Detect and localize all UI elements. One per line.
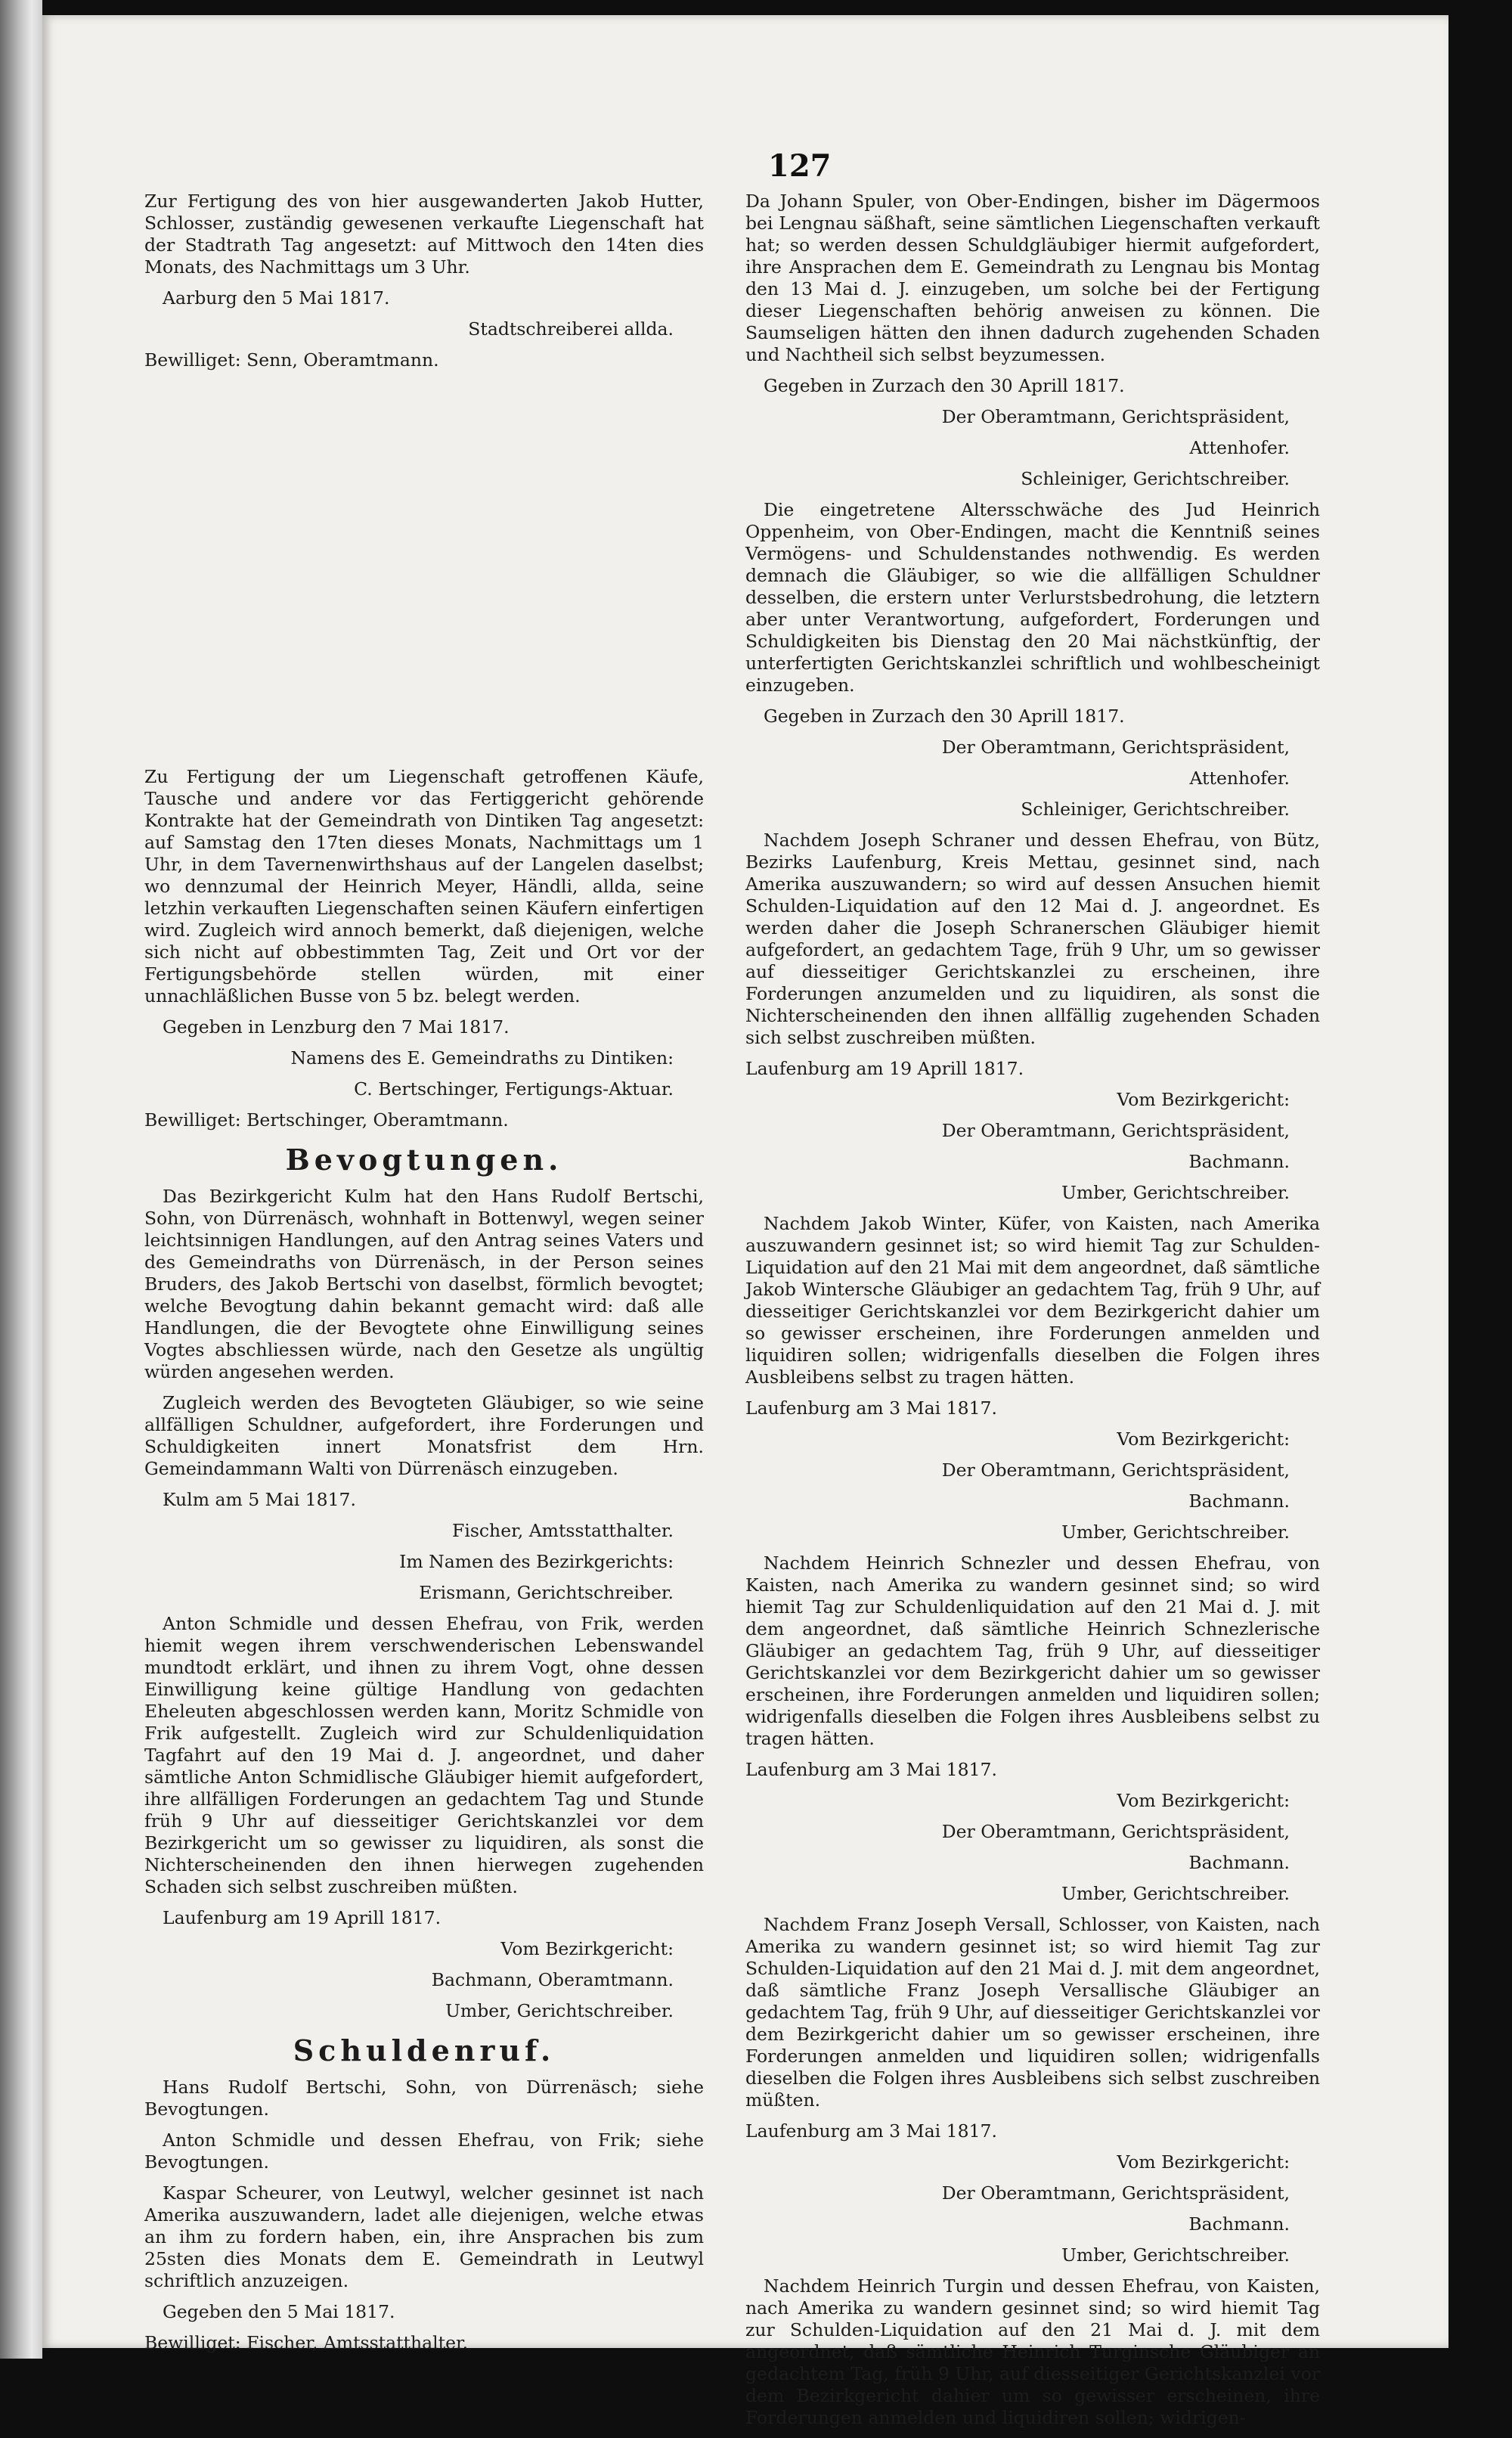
notice-signature: Attenhofer.: [1189, 437, 1290, 458]
notice-signature: Der Oberamtmann, Gerichtspräsident,: [941, 1821, 1290, 1842]
left-column: [144, 191, 704, 2363]
notice-date: Gegeben den 5 Mai 1817.: [163, 2301, 395, 2322]
notice-signature: Fischer, Amtsstatthalter.: [452, 1520, 674, 1541]
notice-signature: Umber, Gerichtschreiber.: [1061, 1521, 1290, 1543]
notice-text: Nachdem Jakob Winter, Küfer, von Kaisten, nach Amerika auszuwandern gesinnet ist; so wird hiemit Tag zur Schulden-Liquidation auf den 21 Mai mit dem angeordnet, daß sämtliche Jakob Wintersche Gläubiger an gedachtem Tag, früh 9 Uhr, auf diesseitiger Gerichtskanzlei vor dem Bezirkgericht dahier um so gewisser erscheinen, ihre Forderungen anmelden und liquidiren sollen; widrigenfalls dieselben die Folgen ihres Ausbleibens selbst zu tragen hätten.: [745, 1213, 1320, 1388]
notice-signature: Schleiniger, Gerichtschreiber.: [1021, 799, 1290, 820]
notice-date: Laufenburg am 19 Aprill 1817.: [745, 1058, 1024, 1079]
notice-text: Zu Fertigung der um Liegenschaft getroffenen Käufe, Tausche und andere vor das Fertiggericht gehörende Kontrakte hat der Gemeindrath von Dintiken Tag angesetzt: auf Samstag den 17ten dieses Monats, Nachmittags um 1 Uhr, in dem Tavernenwirthshaus auf der Langelen daselbst; wo dennzumal der Heinrich Meyer, Händli, allda, seine letzhin verkauften Liegenschaften seinen Käufern einfertigen wird. Zugleich wird annoch bemerkt, daß diejenigen, welche sich nicht auf obbestimmten Tag, Zeit und Ort vor der Fertigungsbehörde stellen würden, mit einer unnachläßlichen Busse von 5 bz. belegt werden.: [144, 766, 704, 1007]
notice-date: Kulm am 5 Mai 1817.: [163, 1489, 356, 1510]
notice-signature: Stadtschreiberei allda.: [468, 318, 674, 340]
notice-signature: Attenhofer.: [1189, 768, 1290, 789]
section-heading-schuldenruf: Schuldenruf.: [293, 2033, 556, 2067]
notice-oppenheim: [745, 499, 1320, 820]
notice-signature: Umber, Gerichtschreiber.: [1061, 1182, 1290, 1203]
notice-text: Kaspar Scheurer, von Leutwyl, welcher gesinnet ist nach Amerika auszuwandern, ladet alle diejenigen, welche etwas an ihm zu fordern haben, ein, ihre Ansprachen bis zum 25sten dies Monats dem E. Gemeindrath in Leutwyl schriftlich anzuzeigen.: [144, 2182, 704, 2291]
notice-date: Gegeben in Zurzach den 30 Aprill 1817.: [764, 706, 1125, 727]
notice-signature: Der Oberamtmann, Gerichtspräsident,: [941, 2182, 1290, 2204]
section-heading-bevogtungen: Bevogtungen.: [285, 1143, 563, 1177]
notice-signature: Bachmann.: [1188, 1151, 1290, 1172]
notice-signature: Namens des E. Gemeindraths zu Dintiken:: [290, 1047, 674, 1069]
notice-date: Gegeben in Zurzach den 30 Aprill 1817.: [764, 375, 1125, 396]
notice-date: Laufenburg am 3 Mai 1817.: [745, 1759, 997, 1780]
notice-signature: Vom Bezirkgericht:: [1117, 1089, 1290, 1110]
notice-signature: Bachmann, Oberamtmann.: [431, 1969, 674, 1990]
notice-approval: Bewilliget: Fischer, Amtsstatthalter.: [144, 2332, 469, 2353]
notice-signature: Vom Bezirkgericht:: [1117, 1790, 1290, 1811]
notice-text: Zugleich werden des Bevogteten Gläubiger, so wie seine allfälligen Schuldner, aufgefordert, ihre Forderungen und Schuldigkeiten innert Monatsfrist dem Hrn. Gemeindammann Walti von Dürrenäsch einzugeben.: [144, 1392, 704, 1479]
page-number: 127: [768, 148, 832, 184]
notice-date: Laufenburg am 3 Mai 1817.: [745, 2120, 997, 2142]
notice-text: Zur Fertigung des von hier ausgewanderten Jakob Hutter, Schlosser, zuständig gewesenen verkaufte Liegenschaft hat der Stadtrath Tag angesetzt: auf Mittwoch den 14ten dies Monats, des Nachmittags um 3 Uhr.: [144, 191, 704, 278]
notice-schmidle-reference: Anton Schmidle und dessen Ehefrau, von Frik; siehe Bevogtungen.: [144, 2129, 704, 2173]
notice-date: Laufenburg am 19 Aprill 1817.: [163, 1907, 442, 1928]
notice-signature: Der Oberamtmann, Gerichtspräsident,: [941, 1459, 1290, 1481]
notice-signature: Der Oberamtmann, Gerichtspräsident,: [941, 1120, 1290, 1141]
notice-bertschi-reference: Hans Rudolf Bertschi, Sohn, von Dürrenäsch; siehe Bevogtungen.: [144, 2077, 704, 2120]
notice-date: Gegeben in Lenzburg den 7 Mai 1817.: [163, 1016, 510, 1038]
notice-signature: Bachmann.: [1188, 2213, 1290, 2235]
notice-versall: [745, 1914, 1320, 2266]
notice-signature: Der Oberamtmann, Gerichtspräsident,: [941, 406, 1290, 427]
notice-date: Laufenburg am 3 Mai 1817.: [745, 1397, 997, 1419]
notice-approval: Bewilliget: Bertschinger, Oberamtmann.: [144, 1109, 509, 1131]
notice-text: Nachdem Franz Joseph Versall, Schlosser, von Kaisten, nach Amerika zu wandern gesinnet ist; so wird hiemit Tag zur Schulden-Liquidation auf den 21 Mai d. J. mit dem angeordnet, daß sämtliche Franz Joseph Versallische Gläubiger an gedachtem Tag, früh 9 Uhr, auf diesseitiger Gerichtskanzlei vor dem Bezirkgericht dahier um so gewisser erscheinen, ihre Forderungen anmelden und liquidiren sollen; widrigenfalls dieselben die Folgen ihres Ausbleibens sich selbst zuschreiben müßten.: [745, 1914, 1320, 2111]
notice-signature: Umber, Gerichtschreiber.: [1061, 2244, 1290, 2266]
notice-text: Da Johann Spuler, von Ober-Endingen, bisher im Dägermoos bei Lengnau säßhaft, seine sämtlichen Liegenschaften verkauft hat; so werden dessen Schuldgläubiger hiermit aufgefordert, ihre Ansprachen dem E. Gemeindrath zu Lengnau bis Montag den 13 Mai d. J. einzugeben, um solche bei der Fertigung dieser Liegenschaften behörig anweisen zu können. Die Saumseligen hätten den ihnen dadurch zugehenden Schaden und Nachtheil sich selbst beyzumessen.: [745, 191, 1320, 365]
notice-text: Das Bezirkgericht Kulm hat den Hans Rudolf Bertschi, Sohn, von Dürrenäsch, wohnhaft in Bottenwyl, wegen seiner leichtsinnigen Handlungen, auf den Antrag seines Vaters und des Gemeindraths von Dürrenäsch, in der Person seines Bruders, des Jakob Bertschi von daselbst, förmlich bevogtet; welche Bevogtung dahin bekannt gemacht wird: daß alle Handlungen, die der Bevogtete ohne Einwilligung seines Vogtes abschliessen würde, nach den Gesetze als ungültig würden angesehen werden.: [144, 1186, 704, 1382]
notice-schmidle: [144, 1613, 704, 2022]
notice-signature: Umber, Gerichtschreiber.: [445, 2000, 674, 2021]
notice-dintiken: [144, 766, 704, 1131]
notice-signature: Vom Bezirkgericht:: [1117, 2151, 1290, 2173]
notice-text: Die eingetretene Altersschwäche des Jud Heinrich Oppenheim, von Ober-Endingen, macht die Kenntniß seines Vermögens- und Schuldenstandes nothwendig. Es werden demnach die Gläubiger, so wie die allfälligen Schuldner desselben, die erstern unter Verlurstsbedrohung, die letztern aber unter Verantwortung, aufgefordert, Forderungen und Schuldigkeiten bis Dienstag den 20 Mai nächstkünftig, der unterfertigten Gerichtskanzlei schriftlich und wohlbescheinigt einzugeben.: [745, 499, 1320, 696]
notice-text: Nachdem Heinrich Turgin und dessen Ehefrau, von Kaisten, nach Amerika zu wandern gesinnet sind; so wird hiemit Tag zur Schulden-Liquidation auf den 21 Mai d. J. mit dem angeordnet, daß sämtliche Heinrich Turginsche Gläubiger an gedachtem Tag, früh 9 Uhr, auf diesseitiger Gerichtskanzlei vor dem Bezirkgericht dahier um so gewisser erscheinen, ihre Forderungen anmelden und liquidiren sollen; widrigen-: [745, 2275, 1320, 2428]
notice-hutter: [144, 191, 704, 371]
notice-signature: Umber, Gerichtschreiber.: [1061, 1883, 1290, 1904]
notice-signature: Vom Bezirkgericht:: [1117, 1428, 1290, 1450]
notice-signature: C. Bertschinger, Fertigungs-Aktuar.: [354, 1078, 674, 1100]
notice-bertschi: [144, 1186, 704, 1604]
notice-winter: [745, 1213, 1320, 1543]
notice-spuler: [745, 191, 1320, 490]
blank-space: [144, 380, 704, 766]
notice-turgin: [745, 2275, 1320, 2429]
notice-scheurer: [144, 2182, 704, 2354]
notice-text: Nachdem Heinrich Schnezler und dessen Ehefrau, von Kaisten, nach Amerika zu wandern gesinnet sind; so wird hiemit Tag zur Schuldenliquidation auf den 21 Mai d. J. mit dem angeordnet, daß sämtliche Heinrich Schnezlerische Gläubiger an gedachtem Tag, früh 9 Uhr, auf diesseitiger Gerichtskanzlei vor dem Bezirkgericht dahier um so gewisser erscheinen, ihre Forderungen anmelden und liquidiren sollen; widrigenfalls dieselben die Folgen ihres Ausbleibens selbst zu tragen hätten.: [745, 1552, 1320, 1749]
notice-signature: Im Namen des Bezirkgerichts:: [399, 1551, 674, 1572]
newspaper-page: [42, 15, 1448, 2428]
notice-signature: Vom Bezirkgericht:: [500, 1938, 674, 1959]
notice-signature: Erismann, Gerichtschreiber.: [419, 1582, 674, 1603]
right-column: [745, 191, 1320, 2438]
notice-text: Anton Schmidle und dessen Ehefrau, von Frik, werden hiemit wegen ihrem verschwenderischen Lebenswandel mundtodt erklärt, und ihnen zu ihrem Vogt, ohne dessen Einwilligung keine gültige Handlung von gedachten Eheleuten abgeschlossen werden kann, Moritz Schmidle von Frik aufgestellt. Zugleich wird zur Schuldenliquidation Tagfahrt auf den 19 Mai d. J. angeordnet, und daher sämtliche Anton Schmidlische Gläubiger hiemit aufgefordert, ihre allfälligen Forderungen an gedachtem Tag und Stunde früh 9 Uhr auf diesseitiger Gerichtskanzlei vor dem Bezirkgericht um so gewisser zu liquidiren, als sonst die Nichterscheinenden den ihnen hierwegen zugehenden Schaden sich selbst zuschreiben müßten.: [144, 1613, 704, 1897]
notice-signature: Der Oberamtmann, Gerichtspräsident,: [941, 737, 1290, 758]
notice-signature: Bachmann.: [1188, 1852, 1290, 1873]
notice-approval: Bewilliget: Senn, Oberamtmann.: [144, 349, 439, 371]
book-spine: [0, 0, 42, 2359]
notice-date: Aarburg den 5 Mai 1817.: [163, 287, 390, 309]
notice-schraner: [745, 830, 1320, 1204]
notice-text: Nachdem Joseph Schraner und dessen Ehefrau, von Bütz, Bezirks Laufenburg, Kreis Mettau, gesinnet sind, nach Amerika auszuwandern; so wird auf dessen Ansuchen hiemit Schulden-Liquidation auf den 12 Mai d. J. angeordnet. Es werden daher die Joseph Schranerschen Gläubiger hiemit aufgefordert, an gedachtem Tage, früh 9 Uhr, um so gewisser auf diesseitiger Gerichtskanzlei zu erscheinen, ihre Forderungen anzumelden und zu liquidiren, als sonst die Nichterscheinenden den ihnen allfällig zugehenden Schaden sich selbst zuschreiben müßten.: [745, 830, 1320, 1048]
notice-signature: Bachmann.: [1188, 1490, 1290, 1512]
notice-schnezler: [745, 1552, 1320, 1905]
notice-signature: Schleiniger, Gerichtschreiber.: [1021, 468, 1290, 489]
